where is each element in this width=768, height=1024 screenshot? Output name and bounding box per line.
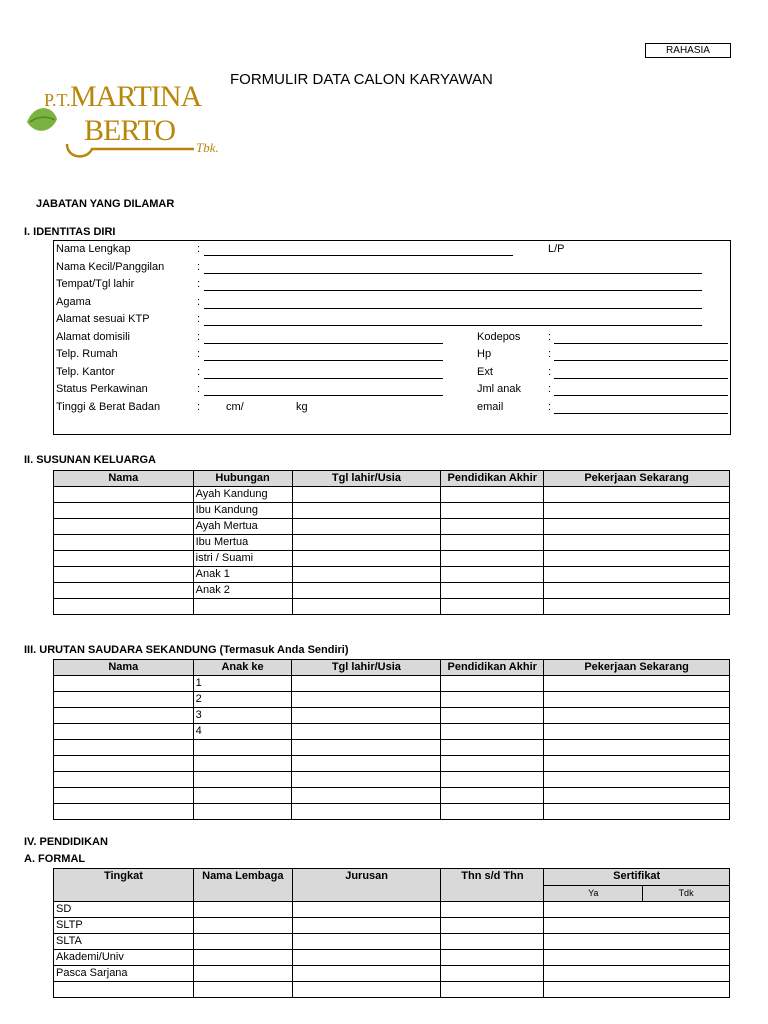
identity-colon: : bbox=[197, 278, 201, 290]
table-cell[interactable] bbox=[54, 519, 194, 535]
education-table bbox=[53, 868, 730, 998]
identity-right-colon: : bbox=[548, 383, 552, 395]
table-row bbox=[54, 804, 730, 820]
identity-label: Nama Kecil/Panggilan bbox=[56, 261, 165, 273]
table-cell[interactable] bbox=[292, 950, 441, 966]
table-cell[interactable] bbox=[54, 788, 194, 804]
identity-right-input-line[interactable] bbox=[554, 395, 728, 396]
table-cell[interactable] bbox=[544, 551, 730, 567]
identity-label: Telp. Rumah bbox=[56, 348, 118, 360]
table-row bbox=[54, 551, 730, 567]
table-row bbox=[54, 756, 730, 772]
education-level-cell[interactable]: Pasca Sarjana bbox=[54, 966, 194, 982]
identity-label: Nama Lengkap bbox=[56, 243, 131, 255]
table-row bbox=[54, 708, 730, 724]
table-cell[interactable] bbox=[544, 918, 730, 934]
table-cell[interactable] bbox=[544, 934, 730, 950]
table-cell[interactable] bbox=[193, 918, 292, 934]
col-tahun: Thn s/d Thn bbox=[441, 869, 544, 902]
col-pekerjaan: Pekerjaan Sekarang bbox=[544, 660, 730, 676]
leaf-icon bbox=[27, 108, 57, 131]
identity-colon: : bbox=[197, 366, 201, 378]
table-cell[interactable] bbox=[54, 676, 194, 692]
table-cell[interactable] bbox=[54, 551, 194, 567]
education-heading: IV. PENDIDIKAN bbox=[24, 836, 108, 848]
siblings-heading: III. URUTAN SAUDARA SEKANDUNG (Termasuk Anda Sendiri) bbox=[24, 644, 349, 656]
identity-label: Agama bbox=[56, 296, 91, 308]
table-cell[interactable] bbox=[292, 966, 441, 982]
table-row bbox=[54, 902, 730, 918]
col-nama: Nama bbox=[54, 660, 194, 676]
table-cell[interactable] bbox=[544, 788, 730, 804]
table-cell[interactable] bbox=[54, 740, 194, 756]
identity-right-label: email bbox=[477, 401, 504, 413]
table-cell[interactable] bbox=[292, 599, 441, 615]
table-row bbox=[54, 535, 730, 551]
relation-cell[interactable]: Ayah Mertua bbox=[193, 519, 292, 535]
table-cell[interactable] bbox=[544, 692, 730, 708]
identity-colon: : bbox=[197, 331, 201, 343]
table-cell[interactable] bbox=[292, 982, 441, 998]
table-row bbox=[54, 934, 730, 950]
identity-label: Tinggi & Berat Badan bbox=[56, 401, 161, 413]
table-row bbox=[54, 519, 730, 535]
col-nama-lembaga: Nama Lembaga bbox=[193, 869, 292, 902]
table-cell[interactable] bbox=[292, 519, 441, 535]
table-cell[interactable] bbox=[441, 918, 544, 934]
table-cell[interactable] bbox=[193, 934, 292, 950]
table-cell[interactable] bbox=[441, 487, 544, 503]
col-anak-ke: Anak ke bbox=[193, 660, 292, 676]
relation-cell[interactable]: Ibu Mertua bbox=[193, 535, 292, 551]
identity-right-colon: : bbox=[548, 331, 552, 343]
identity-input-line[interactable] bbox=[204, 255, 513, 256]
table-cell[interactable] bbox=[292, 551, 441, 567]
col-sertifikat: Sertifikat bbox=[544, 869, 730, 886]
education-level-cell[interactable]: SD bbox=[54, 902, 194, 918]
identity-right-label: Hp bbox=[477, 348, 492, 360]
table-cell[interactable] bbox=[441, 567, 544, 583]
education-level-cell[interactable] bbox=[54, 982, 194, 998]
table-cell[interactable] bbox=[54, 599, 194, 615]
child-order-cell[interactable]: 4 bbox=[193, 724, 292, 740]
table-cell[interactable] bbox=[292, 902, 441, 918]
col-pendidikan: Pendidikan Akhir bbox=[441, 660, 544, 676]
table-cell[interactable] bbox=[544, 756, 730, 772]
identity-right-input-line[interactable] bbox=[554, 378, 728, 379]
table-row bbox=[54, 966, 730, 982]
relation-cell[interactable]: Ayah Kandung bbox=[193, 487, 292, 503]
table-row bbox=[54, 788, 730, 804]
table-cell[interactable] bbox=[441, 599, 544, 615]
table-cell[interactable] bbox=[544, 519, 730, 535]
table-cell[interactable] bbox=[441, 535, 544, 551]
identity-input-line[interactable] bbox=[204, 273, 702, 274]
table-cell[interactable] bbox=[544, 950, 730, 966]
table-row bbox=[54, 567, 730, 583]
table-cell[interactable] bbox=[292, 804, 441, 820]
table-row bbox=[54, 503, 730, 519]
table-cell[interactable] bbox=[544, 583, 730, 599]
table-row bbox=[54, 487, 730, 503]
table-row bbox=[54, 982, 730, 998]
table-cell[interactable] bbox=[292, 934, 441, 950]
table-cell[interactable] bbox=[441, 966, 544, 982]
table-cell[interactable] bbox=[292, 676, 441, 692]
child-order-cell[interactable] bbox=[193, 804, 292, 820]
table-cell[interactable] bbox=[54, 772, 194, 788]
table-cell[interactable] bbox=[544, 772, 730, 788]
identity-right-label: Jml anak bbox=[477, 383, 522, 395]
table-cell[interactable] bbox=[544, 567, 730, 583]
col-sertifikat-tdk: Tdk bbox=[643, 885, 730, 902]
table-cell[interactable] bbox=[544, 487, 730, 503]
table-cell[interactable] bbox=[441, 934, 544, 950]
identity-colon: : bbox=[197, 296, 201, 308]
identity-colon: : bbox=[197, 348, 201, 360]
table-cell[interactable] bbox=[292, 708, 441, 724]
table-cell[interactable] bbox=[441, 692, 544, 708]
table-cell[interactable] bbox=[292, 724, 441, 740]
gender-label: L/P bbox=[548, 243, 565, 255]
table-cell[interactable] bbox=[441, 519, 544, 535]
col-tgl-lahir: Tgl lahir/Usia bbox=[292, 471, 441, 487]
table-cell[interactable] bbox=[193, 950, 292, 966]
table-cell[interactable] bbox=[544, 708, 730, 724]
col-nama: Nama bbox=[54, 471, 194, 487]
identity-label: Tempat/Tgl lahir bbox=[56, 278, 135, 290]
table-cell[interactable] bbox=[441, 583, 544, 599]
identity-input-line[interactable] bbox=[204, 308, 702, 309]
identity-input-line[interactable] bbox=[204, 360, 443, 361]
table-cell[interactable] bbox=[54, 487, 194, 503]
identity-input-line[interactable] bbox=[204, 343, 443, 344]
table-cell[interactable] bbox=[54, 724, 194, 740]
identity-label: Alamat sesuai KTP bbox=[56, 313, 150, 325]
table-cell[interactable] bbox=[193, 982, 292, 998]
col-jurusan: Jurusan bbox=[292, 869, 441, 902]
child-order-cell[interactable]: 2 bbox=[193, 692, 292, 708]
table-cell[interactable] bbox=[54, 804, 194, 820]
table-cell[interactable] bbox=[441, 708, 544, 724]
table-row bbox=[54, 740, 730, 756]
confidential-badge: RAHASIA bbox=[645, 43, 731, 58]
child-order-cell[interactable] bbox=[193, 788, 292, 804]
identity-colon: : bbox=[197, 401, 201, 413]
table-cell[interactable] bbox=[292, 788, 441, 804]
table-row bbox=[54, 676, 730, 692]
education-level-cell[interactable]: Akademi/Univ bbox=[54, 950, 194, 966]
table-cell[interactable] bbox=[544, 503, 730, 519]
table-cell[interactable] bbox=[441, 724, 544, 740]
education-formal-heading: A. FORMAL bbox=[24, 853, 86, 865]
identity-colon: : bbox=[197, 261, 201, 273]
table-cell[interactable] bbox=[544, 724, 730, 740]
table-cell[interactable] bbox=[292, 487, 441, 503]
position-applied-label: JABATAN YANG DILAMAR bbox=[36, 198, 175, 210]
table-cell[interactable] bbox=[54, 567, 194, 583]
table-cell[interactable] bbox=[441, 676, 544, 692]
table-row bbox=[54, 918, 730, 934]
identity-heading: I. IDENTITAS DIRI bbox=[24, 226, 116, 238]
siblings-table bbox=[53, 659, 730, 820]
table-cell[interactable] bbox=[544, 902, 730, 918]
table-row bbox=[54, 599, 730, 615]
identity-right-colon: : bbox=[548, 366, 552, 378]
identity-right-colon: : bbox=[548, 348, 552, 360]
child-order-cell[interactable] bbox=[193, 740, 292, 756]
table-cell[interactable] bbox=[441, 950, 544, 966]
table-cell[interactable] bbox=[54, 692, 194, 708]
table-cell[interactable] bbox=[193, 966, 292, 982]
col-tingkat: Tingkat bbox=[54, 869, 194, 902]
identity-right-label: Kodepos bbox=[477, 331, 521, 343]
table-row bbox=[54, 950, 730, 966]
col-pekerjaan: Pekerjaan Sekarang bbox=[544, 471, 730, 487]
identity-right-label: Ext bbox=[477, 366, 493, 378]
education-level-cell[interactable]: SLTA bbox=[54, 934, 194, 950]
table-cell[interactable] bbox=[441, 788, 544, 804]
table-cell[interactable] bbox=[292, 740, 441, 756]
table-cell[interactable] bbox=[441, 756, 544, 772]
identity-input-line[interactable] bbox=[204, 378, 443, 379]
logo-tbk: Tbk. bbox=[196, 140, 219, 155]
relation-cell[interactable]: Anak 1 bbox=[193, 567, 292, 583]
table-cell[interactable] bbox=[292, 918, 441, 934]
child-order-cell[interactable] bbox=[193, 756, 292, 772]
table-cell[interactable] bbox=[292, 772, 441, 788]
identity-colon: : bbox=[197, 383, 201, 395]
col-tgl-lahir: Tgl lahir/Usia bbox=[292, 660, 441, 676]
table-cell[interactable] bbox=[292, 535, 441, 551]
identity-label: Alamat domisili bbox=[56, 331, 130, 343]
table-cell[interactable] bbox=[544, 982, 730, 998]
identity-label: Status Perkawinan bbox=[56, 383, 148, 395]
identity-label: Telp. Kantor bbox=[56, 366, 115, 378]
table-cell[interactable] bbox=[544, 804, 730, 820]
table-cell[interactable] bbox=[441, 740, 544, 756]
identity-right-colon: : bbox=[548, 401, 552, 413]
child-order-cell[interactable]: 3 bbox=[193, 708, 292, 724]
table-cell[interactable] bbox=[544, 740, 730, 756]
table-cell[interactable] bbox=[292, 692, 441, 708]
table-cell[interactable] bbox=[292, 503, 441, 519]
table-cell[interactable] bbox=[292, 567, 441, 583]
table-cell[interactable] bbox=[441, 772, 544, 788]
relation-cell[interactable]: istri / Suami bbox=[193, 551, 292, 567]
family-heading: II. SUSUNAN KELUARGA bbox=[24, 454, 157, 466]
table-cell[interactable] bbox=[292, 583, 441, 599]
identity-right-input-line[interactable] bbox=[554, 360, 728, 361]
table-cell[interactable] bbox=[54, 708, 194, 724]
child-order-cell[interactable]: 1 bbox=[193, 676, 292, 692]
table-cell[interactable] bbox=[544, 676, 730, 692]
identity-colon: : bbox=[197, 313, 201, 325]
table-cell[interactable] bbox=[292, 756, 441, 772]
table-row bbox=[54, 772, 730, 788]
col-sertifikat-ya: Ya bbox=[544, 885, 643, 902]
company-logo bbox=[22, 64, 232, 164]
identity-colon: : bbox=[197, 243, 201, 255]
table-cell[interactable] bbox=[441, 804, 544, 820]
identity-input-line[interactable] bbox=[204, 395, 443, 396]
table-row bbox=[54, 583, 730, 599]
relation-cell[interactable]: Ibu Kandung bbox=[193, 503, 292, 519]
education-level-cell[interactable]: SLTP bbox=[54, 918, 194, 934]
table-cell[interactable] bbox=[54, 583, 194, 599]
table-cell[interactable] bbox=[441, 902, 544, 918]
relation-cell[interactable]: Anak 2 bbox=[193, 583, 292, 599]
logo-pt: P.T. bbox=[44, 90, 71, 110]
table-cell[interactable] bbox=[441, 982, 544, 998]
logo-martina: MARTINA bbox=[70, 80, 202, 113]
identity-right-input-line[interactable] bbox=[554, 413, 728, 414]
weight-unit: kg bbox=[296, 401, 308, 413]
col-hubungan: Hubungan bbox=[193, 471, 292, 487]
height-unit: cm/ bbox=[226, 401, 244, 413]
logo-berto: BERTO bbox=[84, 114, 175, 147]
table-cell[interactable] bbox=[193, 902, 292, 918]
table-cell[interactable] bbox=[441, 551, 544, 567]
table-cell[interactable] bbox=[544, 966, 730, 982]
table-cell[interactable] bbox=[54, 756, 194, 772]
table-cell[interactable] bbox=[441, 503, 544, 519]
table-cell[interactable] bbox=[54, 503, 194, 519]
identity-input-line[interactable] bbox=[204, 290, 702, 291]
form-title: FORMULIR DATA CALON KARYAWAN bbox=[230, 71, 493, 88]
relation-cell[interactable] bbox=[193, 599, 292, 615]
child-order-cell[interactable] bbox=[193, 772, 292, 788]
identity-input-line[interactable] bbox=[204, 325, 702, 326]
table-row bbox=[54, 724, 730, 740]
col-pendidikan: Pendidikan Akhir bbox=[441, 471, 544, 487]
table-row bbox=[54, 692, 730, 708]
family-table bbox=[53, 470, 730, 615]
table-cell[interactable] bbox=[544, 599, 730, 615]
identity-right-input-line[interactable] bbox=[554, 343, 728, 344]
table-cell[interactable] bbox=[54, 535, 194, 551]
table-cell[interactable] bbox=[544, 535, 730, 551]
